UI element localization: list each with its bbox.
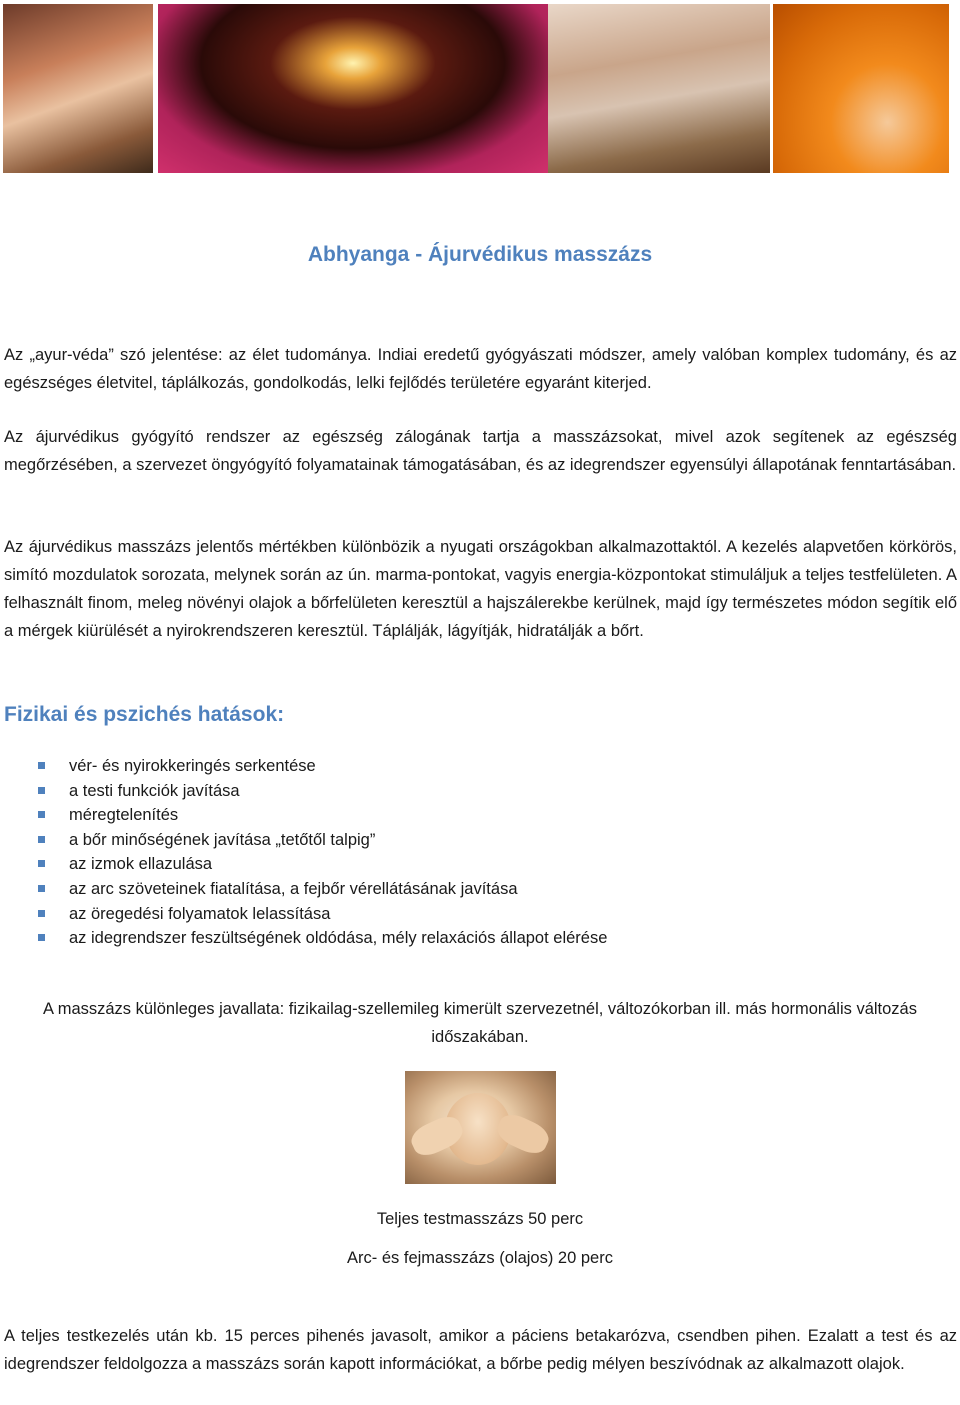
list-item: az öregedési folyamatok lelassítása [36,902,607,927]
effects-heading: Fizikai és pszichés hatások: [4,703,285,726]
back-massage-photo [548,4,770,173]
benefits-paragraph: Az ájurvédikus gyógyító rendszer az egészség zálogának tartja a masszázsokat, mivel azok segítenek az egészség megőrzésében, a szervezet öngyógyító folyamatainak támogatásában, és az idegrendszer egyensúlyi állapotának fenntartásában. [4,428,957,474]
candle-and-flowers-photo [158,4,548,173]
list-item: az idegrendszer feszültségének oldódása, mély relaxációs állapot elérése [36,926,607,951]
header-banner [3,4,949,173]
bullet-icon [38,811,45,818]
list-item: az arc szöveteinek fiatalítása, a fejbőr vérellátásának javítása [36,877,607,902]
bullet-icon [38,885,45,892]
technique-paragraph: Az ájurvédikus masszázs jelentős mértékben különbözik a nyugati országokban alkalmazottaktól. A kezelés alapvetően körkörös, simító mozdulatok sorozata, melynek során az ún. marma-pontokat, vagyis energia-központokat stimuláljuk a teljes testfelületen. A felhasznált finom, meleg növényi olajok a bőrfelületen keresztül a hajszálerekbe kerülnek, majd így természetes módon segítik elő a mérgek kiürülését a nyirokrendszeren keresztül. Táplálják, lágyítják, hidratálják a bőrt. [4,538,957,640]
recommendation-text: A masszázs különleges javallata: fizikailag-szellemileg kimerült szervezetnél, változókorban ill. más hormonális változás időszakában. [43,1000,917,1046]
bullet-icon [38,910,45,917]
page-title: Abhyanga - Ájurvédikus masszázs [307,243,653,266]
list-item: a testi funkciók javítása [36,779,607,804]
list-item: az izmok ellazulása [36,852,607,877]
effects-list [36,754,607,951]
price-full-body: Teljes testmasszázs 50 perc [376,1210,584,1228]
hot-stone-massage-photo [3,4,153,173]
closing-paragraph: A teljes testkezelés után kb. 15 perces pihenés javasolt, amikor a páciens betakarózva, csendben pihen. Ezalatt a test és az idegrendszer feldolgozza a masszázs során kapott információkat, a bőrbe pedig mélyen beszívódnak az alkalmazott olajok. [4,1327,957,1373]
bullet-icon [38,860,45,867]
face-massage-photo [405,1071,556,1184]
bullet-icon [38,762,45,769]
bullet-icon [38,787,45,794]
bullet-icon [38,836,45,843]
list-item: a bőr minőségének javítása „tetőtől talpig” [36,828,607,853]
bullet-icon [38,934,45,941]
oil-pouring-photo [773,4,949,173]
intro-paragraph: Az „ayur-véda” szó jelentése: az élet tudománya. Indiai eredetű gyógyászati módszer, amely valóban komplex tudomány, és az egészséges életvitel, táplálkozás, gondolkodás, lelki fejlődés területére egyaránt kiterjed. [4,346,957,392]
list-item: vér- és nyirokkeringés serkentése [36,754,607,779]
list-item: méregtelenítés [36,803,607,828]
price-face-head: Arc- és fejmasszázs (olajos) 20 perc [347,1249,613,1267]
